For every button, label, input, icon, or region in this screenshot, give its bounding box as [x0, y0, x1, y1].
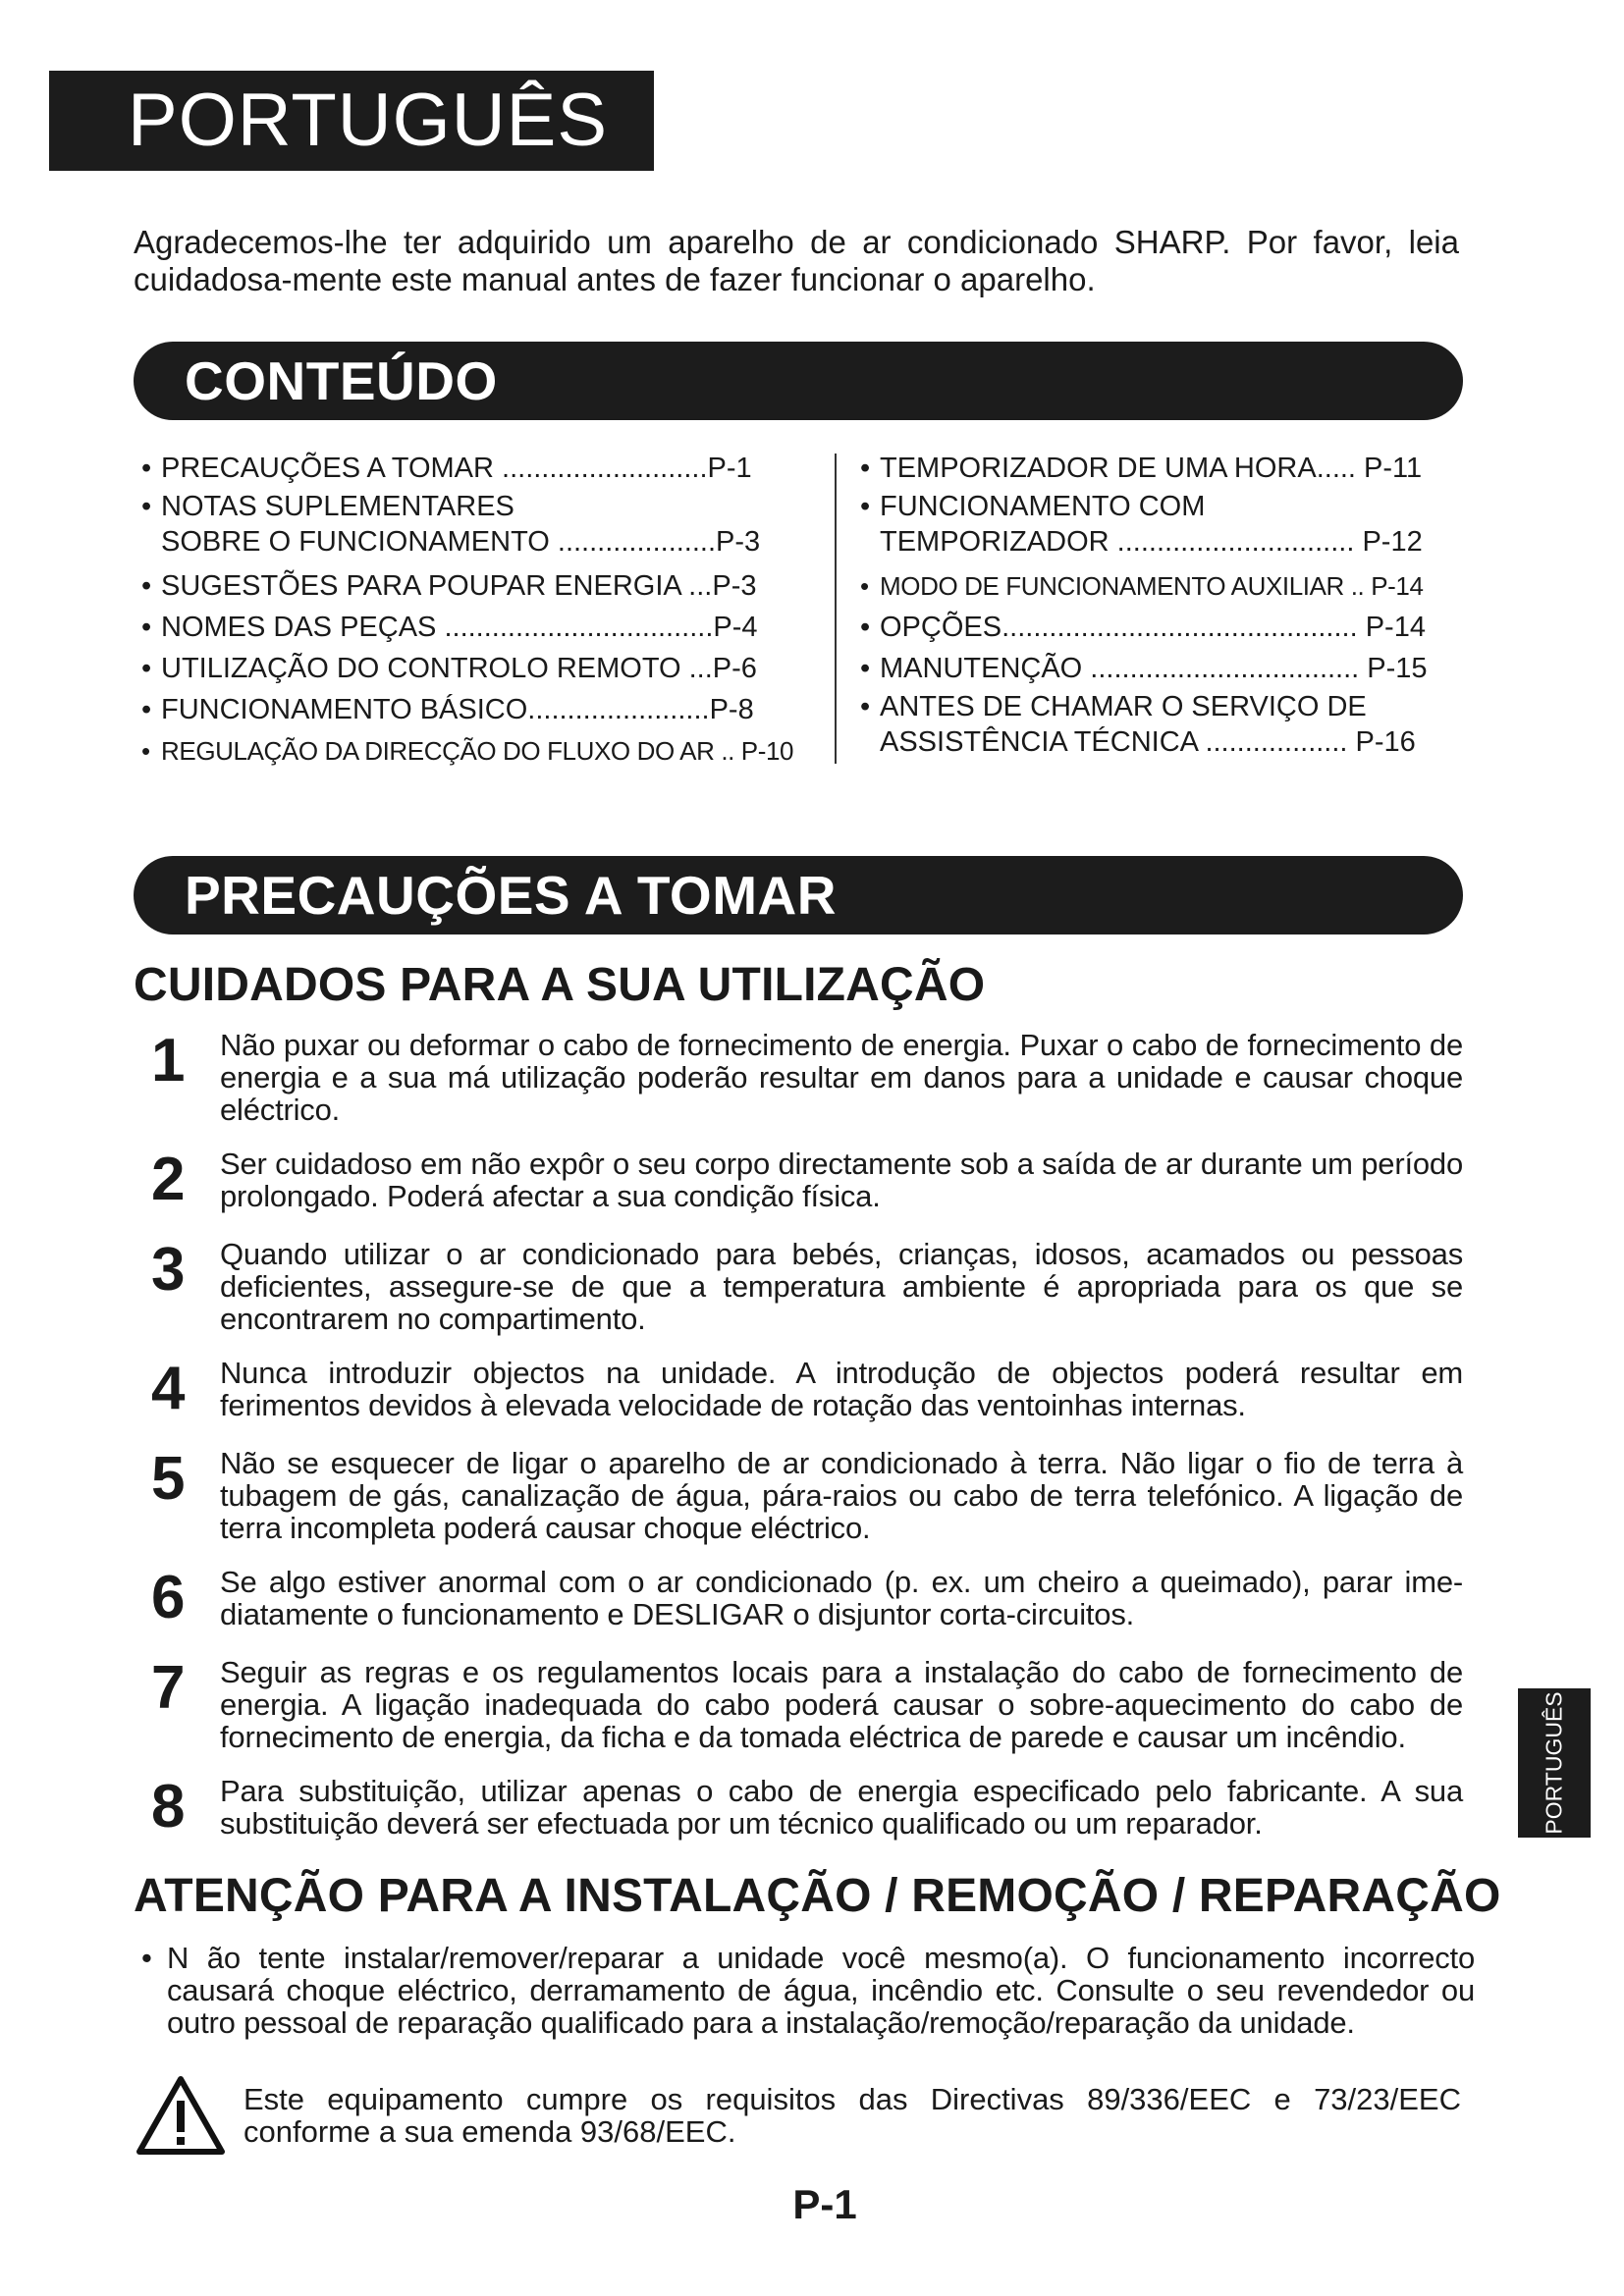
item-text: Ser cuidadoso em não expôr o seu corpo directamente sob a saída de ar durante um período prolongado. Poderá afectar a sua condição física. — [220, 1147, 1463, 1213]
page-number: P-1 — [792, 2181, 857, 2227]
item-number: 1 — [151, 1027, 186, 1095]
item-text: Quando utilizar o ar condicionado para bebés, crianças, idosos, acamados ou pessoas deficientes, assegure-se de que a temperatura ambiente é apropriada para os que se encontrarem no compartimento. — [220, 1237, 1463, 1336]
toc-entry[interactable]: • NOMES DAS PEÇAS ..................................P-4 — [141, 607, 805, 648]
intro-text: Agradecemos-lhe ter adquirido um aparelho de ar condicionado SHARP. Por favor, leia cuidadosa-mente este manual antes de fazer funcionar o aparelho. — [134, 224, 1459, 297]
toc-entry[interactable]: • PRECAUÇÕES A TOMAR ..........................P-1 — [141, 448, 805, 489]
item-text: Se algo estiver anormal com o ar condicionado (p. ex. um cheiro a queimado), parar ime-diatamente o funcionamento e DESLIGAR o disjuntor corta-circuitos. — [220, 1565, 1463, 1631]
item-number: 5 — [151, 1445, 186, 1513]
item-text: Para substituição, utilizar apenas o cabo de energia especificado pelo fabricante. A sua substituição deverá ser efectuada por um técnico qualificado ou um reparador. — [220, 1774, 1463, 1841]
care-item — [134, 1029, 1463, 1126]
item-text: Nunca introduzir objectos na unidade. A introdução de objectos poderá resultar em ferimentos devidos à elevada velocidade de rotação das ventoinhas internas. — [220, 1356, 1463, 1422]
toc-entry[interactable]: • SUGESTÕES PARA POUPAR ENERGIA ...P-3 — [141, 565, 805, 607]
toc-right-column — [860, 448, 1459, 766]
contents-banner — [134, 342, 1463, 420]
precautions-title: PRECAUÇÕES A TOMAR — [185, 865, 837, 926]
item-text: Não puxar ou deformar o cabo de fornecimento de energia. Puxar o cabo de fornecimento de energia e a sua má utilização poderão resultar em danos para a unidade e causar choque eléctrico. — [220, 1028, 1463, 1127]
care-item — [134, 1357, 1463, 1425]
toc-left-column — [141, 448, 805, 772]
toc-entry[interactable]: • TEMPORIZADOR DE UMA HORA..... P-11 — [860, 448, 1459, 489]
item-number: 2 — [151, 1146, 186, 1213]
bullet-marker: • — [141, 1941, 152, 1975]
item-number: 3 — [151, 1236, 186, 1304]
attention-text: N ão tente instalar/remover/reparar a unidade você mesmo(a). O funcionamento incorrecto causará choque eléctrico, derramamento de água, incêndio etc. Consulte o seu revendedor ou outro pessoal de reparação qualificado para a instalação/remoção/reparação da unidade. — [167, 1941, 1475, 2040]
toc-entry[interactable]: • OPÇÕES............................................. P-14 — [860, 607, 1459, 648]
care-item — [134, 1566, 1463, 1634]
language-title: PORTUGUÊS — [128, 79, 609, 162]
toc-entry[interactable]: • ANTES DE CHAMAR O SERVIÇO DE ASSISTÊNCIA TÉCNICA .................. P-16 — [860, 689, 1459, 760]
care-list — [134, 1029, 1463, 1865]
care-item — [134, 1148, 1463, 1216]
care-item — [134, 1447, 1463, 1544]
side-tab-label: PORTUGUÊS — [1541, 1691, 1567, 1835]
item-number: 4 — [151, 1355, 186, 1422]
care-heading: CUIDADOS PARA A SUA UTILIZAÇÃO — [134, 959, 986, 1011]
toc-divider — [835, 454, 837, 764]
toc-entry[interactable]: • REGULAÇÃO DA DIRECÇÃO DO FLUXO DO AR .. P-10 — [141, 730, 805, 772]
care-item — [134, 1775, 1463, 1843]
toc-entry[interactable]: • UTILIZAÇÃO DO CONTROLO REMOTO ...P-6 — [141, 648, 805, 689]
compliance-note: Este equipamento cumpre os requisitos das Directivas 89/336/EEC e 73/23/EEC conforme a sua emenda 93/68/EEC. — [244, 2082, 1461, 2149]
language-side-tab — [1518, 1688, 1591, 1838]
care-item — [134, 1656, 1463, 1753]
attention-heading: ATENÇÃO PARA A INSTALAÇÃO / REMOÇÃO / REPARAÇÃO — [134, 1870, 1501, 1922]
language-header — [49, 71, 654, 171]
item-text: Não se esquecer de ligar o aparelho de ar condicionado à terra. Não ligar o fio de terra à tubagem de gás, canalização de água, pára-raios ou cabo de terra telefónico. A ligação de terra incompleta poderá causar choque eléctrico. — [220, 1446, 1463, 1545]
care-item — [134, 1238, 1463, 1335]
attention-paragraph — [134, 1942, 1475, 2039]
item-text: Seguir as regras e os regulamentos locais para a instalação do cabo de fornecimento de energia. A ligação inadequada do cabo poderá causar o sobre-aquecimento do cabo de fornecimento de energia, da ficha e da tomada eléctrica de parede e causar um incêndio. — [220, 1655, 1463, 1754]
toc-entry[interactable]: • FUNCIONAMENTO COM TEMPORIZADOR .............................. P-12 — [860, 489, 1459, 560]
toc-entry[interactable]: • NOTAS SUPLEMENTARES SOBRE O FUNCIONAMENTO ....................P-3 — [141, 489, 805, 560]
item-number: 6 — [151, 1564, 186, 1631]
toc-entry[interactable]: • MODO DE FUNCIONAMENTO AUXILIAR .. P-14 — [860, 565, 1459, 607]
precautions-banner — [134, 856, 1463, 934]
contents-title: CONTEÚDO — [185, 350, 498, 411]
item-number: 8 — [151, 1773, 186, 1841]
toc-entry[interactable]: • FUNCIONAMENTO BÁSICO.......................P-8 — [141, 689, 805, 730]
warning-triangle-icon — [135, 2075, 226, 2156]
item-number: 7 — [151, 1654, 186, 1722]
toc-entry[interactable]: • MANUTENÇÃO .................................. P-15 — [860, 648, 1459, 689]
